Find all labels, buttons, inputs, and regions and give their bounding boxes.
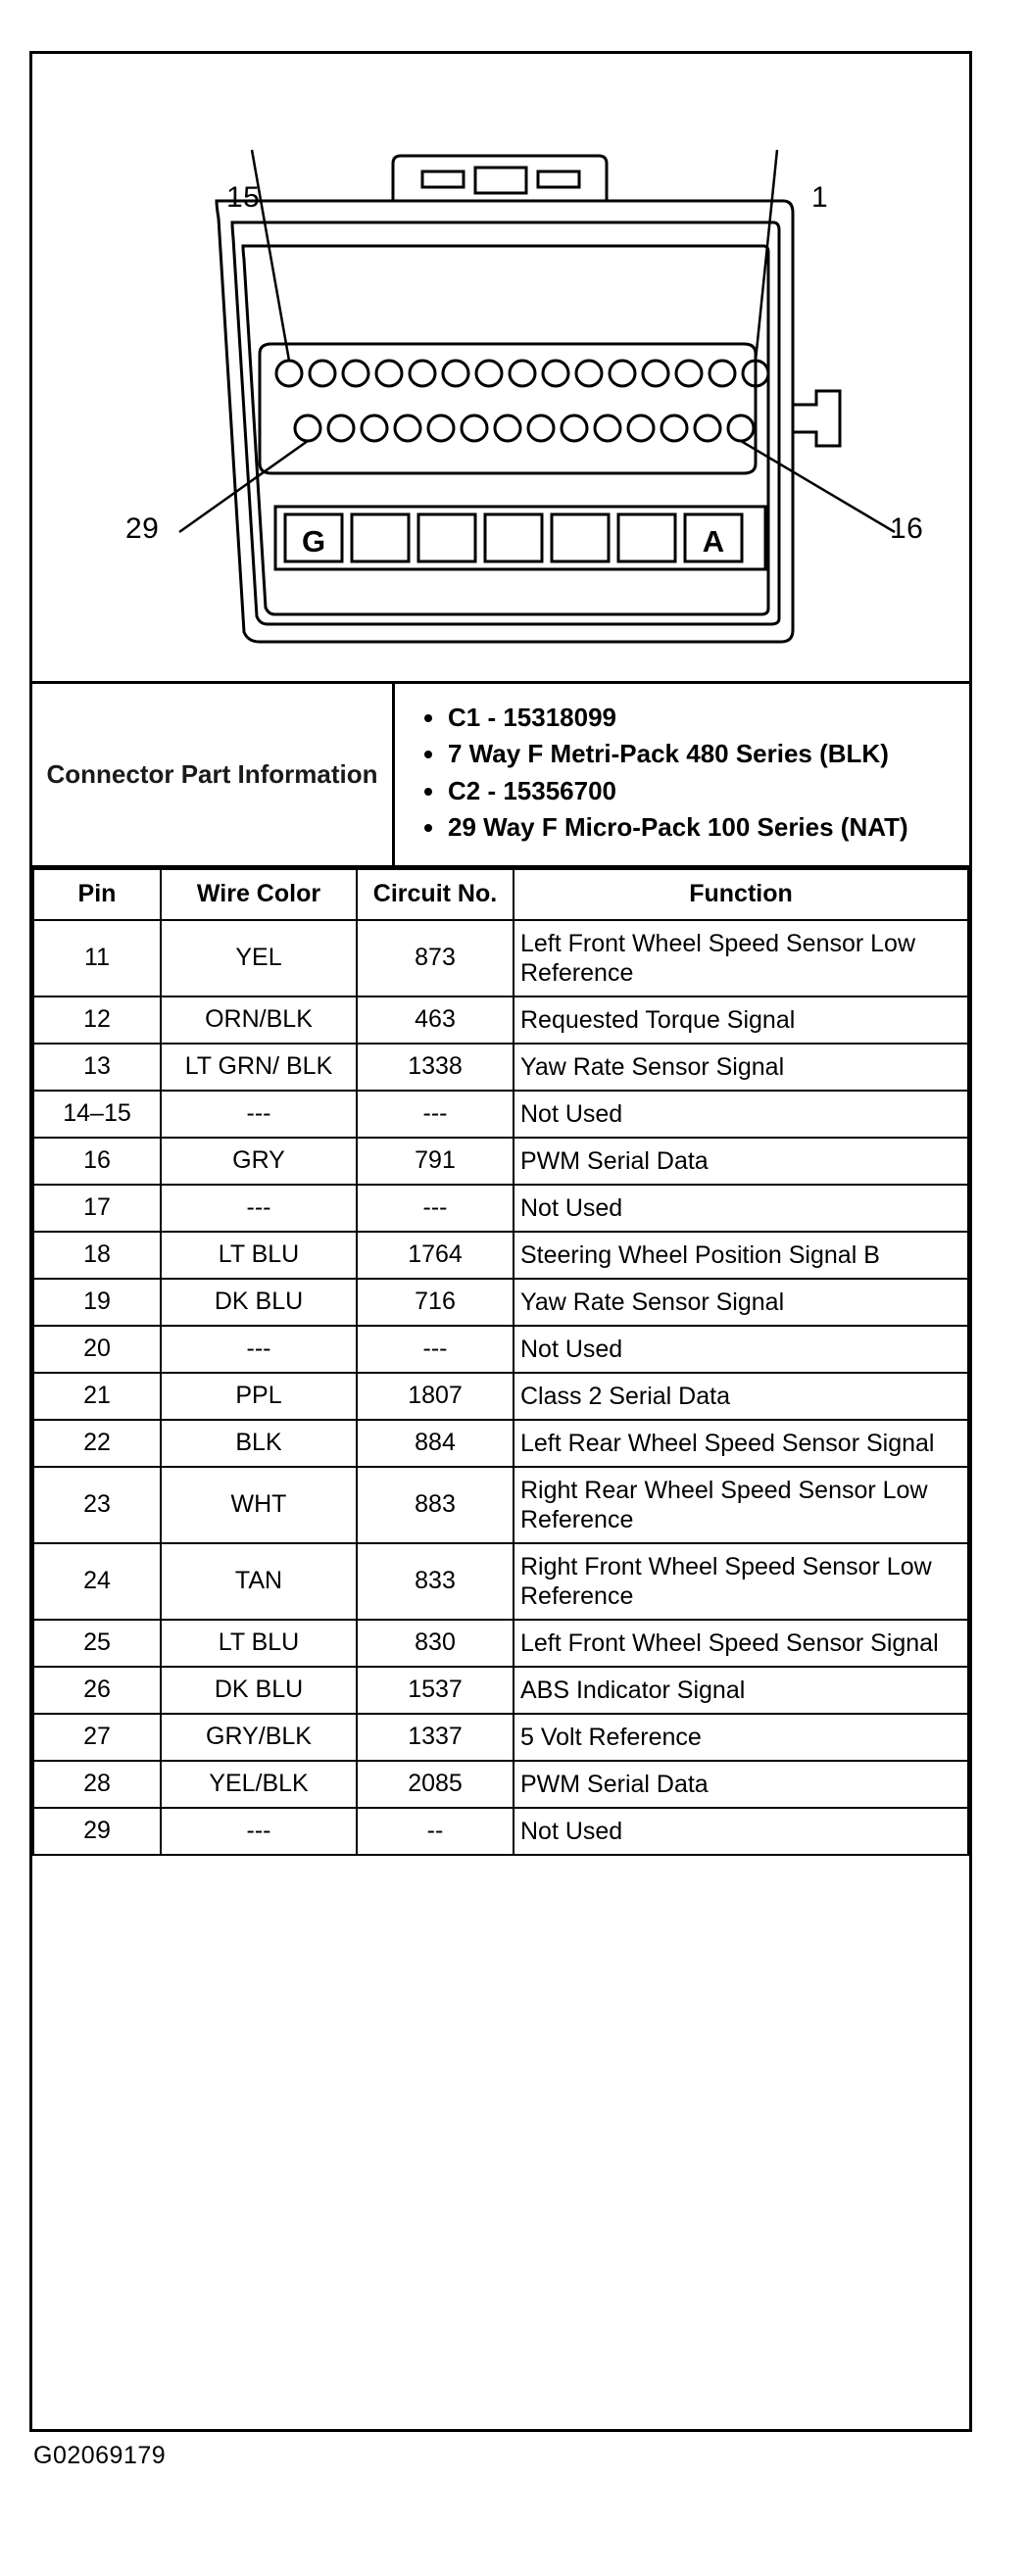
pin-row-upper: [276, 361, 768, 386]
pin-table-body: [33, 920, 968, 1855]
cell-pin: 13: [33, 1044, 161, 1091]
cell-function: PWM Serial Data: [514, 1138, 968, 1185]
cell-pin: 12: [33, 996, 161, 1044]
table-row: [33, 1808, 968, 1855]
cell-circuit: 833: [357, 1543, 514, 1620]
cell-function: Right Rear Wheel Speed Sensor Low Reference: [514, 1467, 968, 1543]
cell-function: Left Front Wheel Speed Sensor Low Reference: [514, 920, 968, 996]
cell-function: Left Front Wheel Speed Sensor Signal: [514, 1620, 968, 1667]
cell-wire: ORN/BLK: [161, 996, 357, 1044]
cell-circuit: 1764: [357, 1232, 514, 1279]
callout-15: 15: [226, 181, 261, 214]
cell-pin: 16: [33, 1138, 161, 1185]
cell-wire: TAN: [161, 1543, 357, 1620]
connector-info-item: C2 - 15356700: [420, 775, 959, 807]
cell-wire: LT GRN/ BLK: [161, 1044, 357, 1091]
cell-wire: DK BLU: [161, 1279, 357, 1326]
cell-circuit: ---: [357, 1091, 514, 1138]
header-circuit-no: Circuit No.: [357, 869, 514, 920]
table-row: [33, 1373, 968, 1420]
cell-circuit: 463: [357, 996, 514, 1044]
table-row: [33, 1232, 968, 1279]
connector-info-list: [395, 684, 969, 865]
cell-circuit: 873: [357, 920, 514, 996]
terminal-letter-g: G: [301, 524, 326, 559]
cell-pin: 14–15: [33, 1091, 161, 1138]
cell-function: 5 Volt Reference: [514, 1714, 968, 1761]
cell-function: Not Used: [514, 1185, 968, 1232]
cell-circuit: 884: [357, 1420, 514, 1467]
cell-pin: 18: [33, 1232, 161, 1279]
cell-wire: GRY/BLK: [161, 1714, 357, 1761]
cell-circuit: 1338: [357, 1044, 514, 1091]
cell-wire: ---: [161, 1326, 357, 1373]
table-row: [33, 1761, 968, 1808]
connector-drawing: [32, 54, 969, 681]
table-row: [33, 1279, 968, 1326]
connector-info-item: C1 - 15318099: [420, 702, 959, 734]
table-header-row: [33, 869, 968, 920]
cell-wire: ---: [161, 1808, 357, 1855]
table-row: [33, 1138, 968, 1185]
cell-function: Steering Wheel Position Signal B: [514, 1232, 968, 1279]
cell-pin: 17: [33, 1185, 161, 1232]
terminal-letter-a: A: [702, 524, 725, 559]
header-function: Function: [514, 869, 968, 920]
cell-function: Not Used: [514, 1326, 968, 1373]
cell-wire: LT BLU: [161, 1620, 357, 1667]
table-row: [33, 1185, 968, 1232]
cell-wire: ---: [161, 1091, 357, 1138]
cell-function: PWM Serial Data: [514, 1761, 968, 1808]
cell-wire: PPL: [161, 1373, 357, 1420]
cell-circuit: 2085: [357, 1761, 514, 1808]
cell-circuit: ---: [357, 1326, 514, 1373]
cell-function: Yaw Rate Sensor Signal: [514, 1044, 968, 1091]
cell-wire: WHT: [161, 1467, 357, 1543]
connector-info-item: 29 Way F Micro-Pack 100 Series (NAT): [420, 811, 959, 844]
header-wire-color: Wire Color: [161, 869, 357, 920]
pin-table: [32, 868, 969, 1856]
cell-function: Class 2 Serial Data: [514, 1373, 968, 1420]
cell-wire: DK BLU: [161, 1667, 357, 1714]
cell-pin: 11: [33, 920, 161, 996]
cell-function: Yaw Rate Sensor Signal: [514, 1279, 968, 1326]
callout-1: 1: [811, 181, 829, 214]
table-row: [33, 1044, 968, 1091]
callout-29: 29: [125, 512, 160, 545]
table-row: [33, 1543, 968, 1620]
cell-circuit: 883: [357, 1467, 514, 1543]
cell-circuit: 716: [357, 1279, 514, 1326]
cell-function: Not Used: [514, 1091, 968, 1138]
cell-function: Not Used: [514, 1808, 968, 1855]
cell-circuit: 1337: [357, 1714, 514, 1761]
cell-circuit: --: [357, 1808, 514, 1855]
table-row: [33, 1714, 968, 1761]
connector-info-item: 7 Way F Metri-Pack 480 Series (BLK): [420, 738, 959, 770]
cell-function: Requested Torque Signal: [514, 996, 968, 1044]
connector-diagram: [32, 54, 969, 681]
cell-pin: 29: [33, 1808, 161, 1855]
table-row: [33, 1620, 968, 1667]
table-row: [33, 996, 968, 1044]
table-row: [33, 1326, 968, 1373]
cell-circuit: ---: [357, 1185, 514, 1232]
cell-wire: GRY: [161, 1138, 357, 1185]
pin-row-lower: [295, 415, 754, 441]
cell-circuit: 791: [357, 1138, 514, 1185]
cell-pin: 23: [33, 1467, 161, 1543]
cell-pin: 28: [33, 1761, 161, 1808]
figure-code: G02069179: [33, 2442, 167, 2469]
figure-sheet: [29, 51, 972, 2432]
cell-function: ABS Indicator Signal: [514, 1667, 968, 1714]
header-pin: Pin: [33, 869, 161, 920]
cell-wire: YEL/BLK: [161, 1761, 357, 1808]
table-row: [33, 1467, 968, 1543]
cell-circuit: 1807: [357, 1373, 514, 1420]
connector-part-information: [32, 681, 969, 868]
cell-pin: 22: [33, 1420, 161, 1467]
cell-wire: ---: [161, 1185, 357, 1232]
table-row: [33, 1091, 968, 1138]
connector-info-label: Connector Part Information: [32, 684, 395, 865]
cell-function: Left Rear Wheel Speed Sensor Signal: [514, 1420, 968, 1467]
cell-pin: 21: [33, 1373, 161, 1420]
cell-pin: 20: [33, 1326, 161, 1373]
cell-pin: 24: [33, 1543, 161, 1620]
terminal-boxes: [275, 507, 765, 569]
cell-function: Right Front Wheel Speed Sensor Low Reference: [514, 1543, 968, 1620]
cell-wire: BLK: [161, 1420, 357, 1467]
cell-wire: YEL: [161, 920, 357, 996]
table-row: [33, 1667, 968, 1714]
cell-pin: 26: [33, 1667, 161, 1714]
callout-16: 16: [890, 512, 924, 545]
cell-pin: 19: [33, 1279, 161, 1326]
table-row: [33, 1420, 968, 1467]
cell-pin: 25: [33, 1620, 161, 1667]
cell-wire: LT BLU: [161, 1232, 357, 1279]
cell-circuit: 830: [357, 1620, 514, 1667]
cell-pin: 27: [33, 1714, 161, 1761]
table-row: [33, 920, 968, 996]
cell-circuit: 1537: [357, 1667, 514, 1714]
